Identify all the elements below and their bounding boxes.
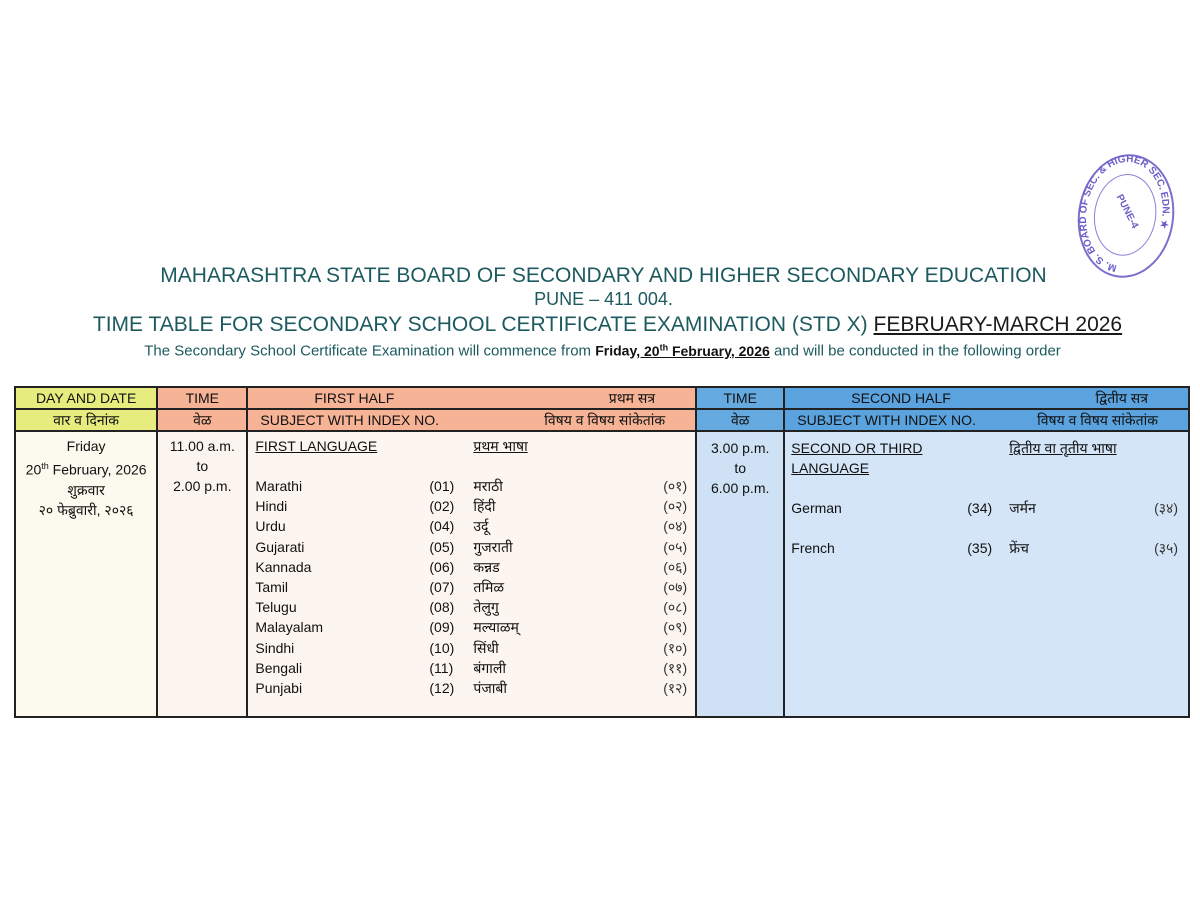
second-group-en-1: SECOND OR THIRD (791, 440, 923, 456)
day-date-cell (15, 431, 157, 717)
subject-row (255, 516, 687, 536)
subject-index-mr: (०४) (663, 518, 688, 535)
second-half-time-cell (696, 431, 784, 717)
subject-index-mr: (०५) (663, 538, 688, 555)
intro-pre: The Secondary School Certificate Examination will commence from (144, 342, 592, 360)
first-half-time-cell (157, 431, 247, 717)
subject-index: (01) (429, 478, 455, 494)
subject-index-mr: (०१) (663, 478, 688, 494)
subject-name-mr: सिंधी (473, 639, 499, 656)
header-second-subject (784, 409, 1189, 431)
subject-row (255, 638, 687, 658)
intro-date-rest: February, 2026 (668, 342, 770, 359)
subject-index-mr: (०२) (663, 498, 688, 515)
subject-name-en: Malayalam (255, 619, 324, 636)
subject-index-mr: (०८) (663, 599, 688, 616)
subject-name-mr: मराठी (473, 478, 503, 494)
subject-name-en: French (791, 540, 835, 556)
board-address: PUNE – 411 004. (534, 289, 673, 309)
subject-name-en: Marathi (255, 478, 303, 494)
subject-name-mr: पंजाबी (473, 679, 507, 696)
board-name: MAHARASHTRA STATE BOARD OF SECONDARY AND HIGHER SECONDARY EDUCATION (160, 264, 1047, 287)
first-subject-mr: विषय व विषय सांकेतांक (544, 412, 666, 428)
subject-index-mr: (०७) (663, 578, 688, 595)
second-group-mr: द्वितीय वा तृतीय भाषा (1009, 440, 1117, 456)
subject-name-mr: गुजराती (473, 538, 513, 555)
header-first-subject (247, 409, 696, 431)
svg-text:M. S. BOARD OF SEC. & HIGHER S: M. S. BOARD OF SEC. & HIGHER SEC. EDN. ★ (1077, 153, 1171, 274)
subject-name-mr: तेलुगु (473, 599, 499, 616)
subject-name-en: Telugu (255, 599, 297, 616)
first-subject-list (255, 476, 687, 698)
date-en (16, 456, 156, 480)
subject-index: (09) (429, 619, 455, 636)
table-row (15, 431, 1189, 717)
first-subject-en: SUBJECT WITH INDEX NO. (260, 412, 440, 428)
first-time-to: 2.00 p.m. (173, 478, 232, 494)
subject-index-mr: (१२) (663, 679, 688, 696)
subject-name-en: German (791, 500, 842, 516)
subject-row (255, 476, 687, 496)
subject-index: (08) (429, 599, 455, 616)
second-half-subjects-cell (784, 431, 1189, 717)
subject-row (255, 658, 687, 678)
intro-date-sup: th (659, 342, 669, 352)
header-day-date-mr: वार व दिनांक (15, 409, 157, 431)
intro-date-day: , 20 (636, 342, 660, 359)
timetable (14, 386, 1190, 718)
subject-index: (34) (967, 500, 993, 516)
day-mr: शुक्रवार (67, 481, 105, 498)
date-en-day: 20 (25, 461, 42, 478)
date-mr: २० फेब्रुवारी, २०२६ (38, 501, 134, 518)
subject-index: (07) (429, 578, 455, 595)
second-subject-list (791, 498, 1178, 558)
subject-index-mr: (०९) (663, 619, 688, 636)
timetable-title (0, 313, 1200, 337)
first-half-mr: प्रथम सत्र (608, 390, 656, 406)
second-time-from: 3.00 p.m. (711, 440, 770, 456)
intro-date (636, 343, 770, 359)
subject-name-mr: हिंदी (473, 498, 496, 515)
subject-name-en: Gujarati (255, 538, 305, 555)
subject-index-mr: (११) (663, 659, 688, 676)
second-time-to: 6.00 p.m. (711, 480, 770, 496)
day-en: Friday (66, 438, 106, 454)
subject-row (791, 538, 1178, 558)
header-day-date-en: DAY AND DATE (15, 387, 157, 409)
second-subject-en: SUBJECT WITH INDEX NO. (797, 412, 976, 428)
subject-index: (04) (429, 518, 455, 535)
subject-row (255, 496, 687, 516)
header-second-half (784, 387, 1189, 409)
subject-index: (10) (429, 639, 455, 656)
subject-row (791, 498, 1178, 518)
subject-name-en: Sindhi (255, 639, 295, 656)
subject-row (255, 678, 687, 698)
subject-name-en: Kannada (255, 558, 312, 575)
subject-index: (02) (429, 498, 455, 515)
subject-index: (05) (429, 538, 455, 555)
subject-name-en: Bengali (255, 659, 303, 676)
subject-name-mr: तमिळ (473, 578, 504, 595)
subject-index-mr: (०६) (663, 558, 688, 575)
subject-name-mr: जर्मन (1009, 500, 1036, 516)
subject-name-mr: बंगाली (473, 659, 506, 676)
first-time-from: 11.00 a.m. (169, 438, 235, 454)
subject-name-en: Tamil (255, 578, 289, 595)
subject-row (255, 597, 687, 617)
second-time-to-label: to (734, 460, 747, 476)
subject-row (255, 577, 687, 597)
subject-name-mr: उर्दू (473, 518, 489, 535)
first-group-en: FIRST LANGUAGE (255, 438, 378, 454)
subject-index: (11) (429, 659, 454, 676)
header-time2-en: TIME (696, 387, 784, 409)
subject-row (255, 617, 687, 637)
header-first-half (247, 387, 696, 409)
subject-name-mr: फ्रेंच (1009, 540, 1029, 556)
second-half-en: SECOND HALF (851, 390, 951, 406)
second-subject-mr: विषय व विषय सांकेतांक (1037, 412, 1158, 428)
subject-index-mr: (३५) (1154, 540, 1178, 556)
first-time-to-label: to (196, 458, 209, 474)
intro-post: and will be conducted in the following order (773, 342, 1061, 360)
subject-name-mr: मल्याळम् (473, 619, 519, 636)
first-half-subjects-cell (247, 431, 696, 717)
title-main: TIME TABLE FOR SECONDARY SCHOOL CERTIFICATE EXAMINATION (STD X) (92, 313, 868, 336)
intro-line (0, 342, 1200, 360)
subject-row (255, 557, 687, 577)
first-half-en: FIRST HALF (314, 390, 395, 406)
second-half-mr: द्वितीय सत्र (1095, 390, 1148, 406)
header-time2-mr: वेळ (696, 409, 784, 431)
subject-name-en: Punjabi (255, 679, 303, 696)
subject-row (255, 537, 687, 557)
header-time1-mr: वेळ (157, 409, 247, 431)
subject-index-mr: (३४) (1154, 500, 1178, 516)
subject-index: (06) (429, 558, 455, 575)
stamp-center-text: PUNE-4 (1113, 192, 1141, 231)
subject-index: (35) (967, 540, 993, 556)
first-group-mr: प्रथम भाषा (473, 438, 528, 454)
header-time1-en: TIME (157, 387, 247, 409)
subject-index-mr: (१०) (663, 639, 688, 656)
date-en-sup: th (41, 461, 49, 471)
subject-name-en: Urdu (255, 518, 286, 535)
subject-name-en: Hindi (255, 498, 288, 515)
subject-index: (12) (429, 679, 455, 696)
title-session: FEBRUARY-MARCH 2026 (873, 313, 1123, 336)
subject-name-mr: कन्नड (473, 558, 500, 575)
second-group-en-2: LANGUAGE (791, 460, 870, 476)
date-en-rest: February, 2026 (48, 461, 147, 478)
intro-day: Friday (595, 342, 637, 359)
